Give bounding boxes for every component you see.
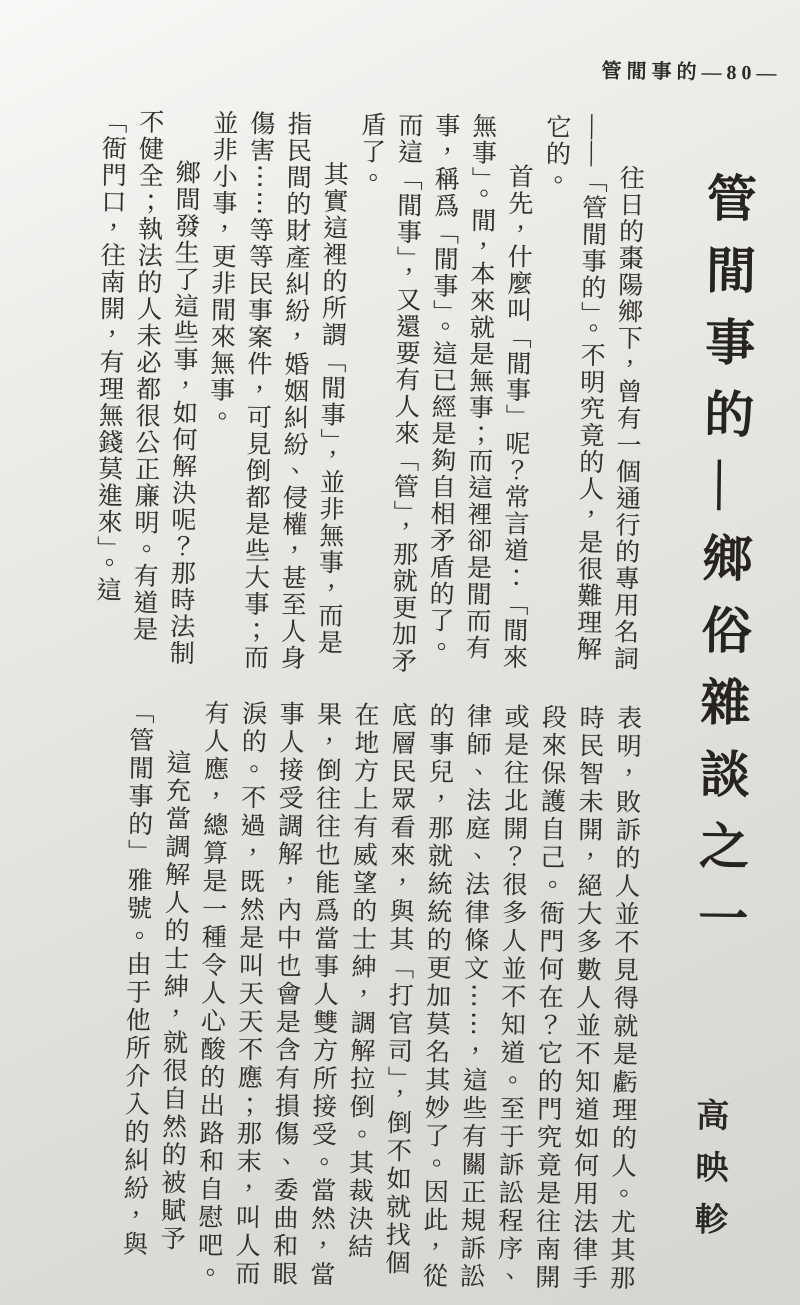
running-header: 管閒事的—80— [601,60,782,85]
text-band-bottom [79,698,646,1295]
paragraph: 其實這裡的所謂「閒事」，並非無事，而是指民間的財產糾紛，婚姻糾紛、侵權，甚至人身傷害⋯⋯等等民事案件，可見倒都是些大事；而並非小事，更非閒來無事。 [206,109,348,672]
author-name: 高映軫 [689,1097,728,1255]
paragraph: 首先，什麼叫「閒事」呢？常言道：「閒來無事」。閒，本來就是無事；而這裡卻是閒而有事，稱爲「閒事」。這已經是夠自相矛盾的了。而這「閒事」，又還要有人來「管」，那就更加矛盾了。 [357,111,533,675]
text-band-top [70,108,649,681]
article-title: 管閒事的—鄉俗雜談之一 [690,171,757,965]
paragraph-continuation: 表明，敗訴的人並不見得就是虧理的人。尤其那時民智未開，絕大多數人並不知道如何用法律手段來保護自己。衙門何在？它的門究竟是往南開或是往北開？很多人並不知道。至于訴訟程序、律師、法庭、法律條文⋯⋯，這些有關正規訴訟的事兒，那就統統的更加莫名其妙了。因此，從底層民眾看來，與其「打官司」，倒不如就找個在地方上有威望的士紳，調解拉倒。其裁決結果，倒往往也能爲當事人雙方所接受。當然，當事人接受調解，內中也會是含有損傷、委曲和眼淚的。不過，既然是叫天天不應；那末，叫人而有人應，總算是一種令人心酸的出路和自慰吧。 [194,699,641,1293]
paragraph: 這充當調解人的士紳，就很自然的被賦予「管閒事的」雅號。由于他所介入的糾紛，與 [119,698,191,1259]
paragraph: 鄉間發生了這些事，如何解決呢？那時法制不健全；執法的人未必都很公正廉明。有道是「衙門口，往南開，有理無錢莫進來」。這 [92,108,200,667]
paragraph: 往日的棗陽鄉下，曾有一個通行的專用名詞——「管閒事的」。不明究竟的人，是很難理解它的。 [542,113,644,673]
title-column [657,171,786,1254]
